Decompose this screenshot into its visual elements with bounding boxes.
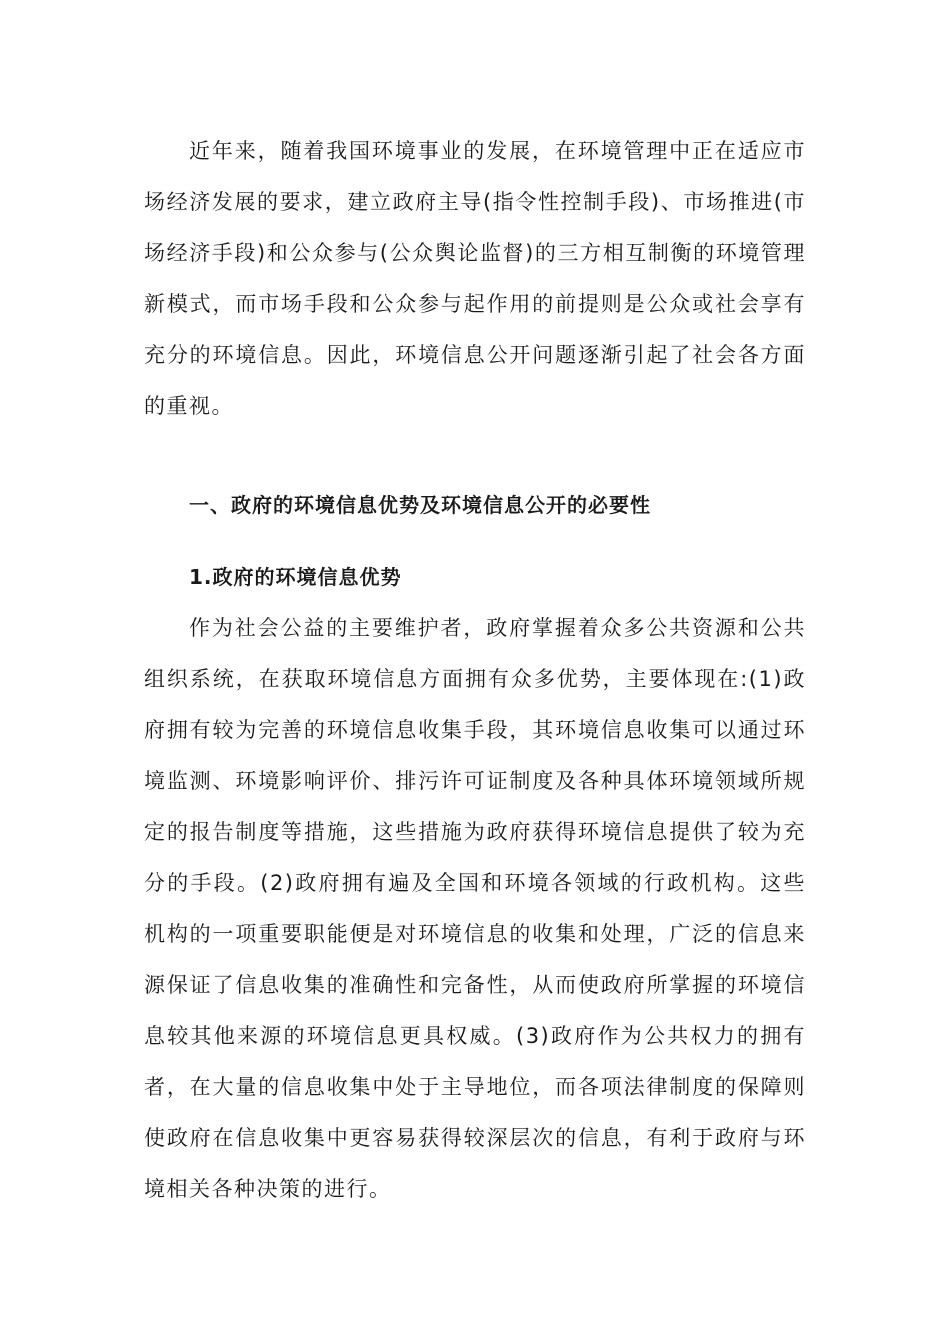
document-body <box>144 126 806 1215</box>
intro-paragraph: 近年来，随着我国环境事业的发展，在环境管理中正在适应市场经济发展的要求，建立政府主导(指令性控制手段)、市场推进(市场经济手段)和公众参与(公众舆论监督)的三方相互制衡的环境管理新模式，而市场手段和公众参与起作用的前提则是公众或社会享有充分的环境信息。因此，环境信息公开问题逐渐引起了社会各方面的重视。 <box>144 139 806 418</box>
subsection-heading: 1.政府的环境信息优势 <box>189 565 402 589</box>
body-paragraph: 作为社会公益的主要维护者，政府掌握着众多公共资源和公共组织系统，在获取环境信息方面拥有众多优势，主要体现在:(1)政府拥有较为完善的环境信息收集手段，其环境信息收集可以通过环境监测、环境影响评价、排污许可证制度及各种具体环境领域所规定的报告制度等措施，这些措施为政府获得环境信息提供了较为充分的手段。(2)政府拥有遍及全国和环境各领域的行政机构。这些机构的一项重要职能便是对环境信息的收集和处理，广泛的信息来源保证了信息收集的准确性和完备性，从而使政府所掌握的环境信息较其他来源的环境信息更具权威。(3)政府作为公共权力的拥有者，在大量的信息收集中处于主导地位，而各项法律制度的保障则使政府在信息收集中更容易获得较深层次的信息，有利于政府与环境相关各种决策的进行。 <box>144 616 806 1201</box>
section-heading: 一、政府的环境信息优势及环境信息公开的必要性 <box>189 493 651 517</box>
